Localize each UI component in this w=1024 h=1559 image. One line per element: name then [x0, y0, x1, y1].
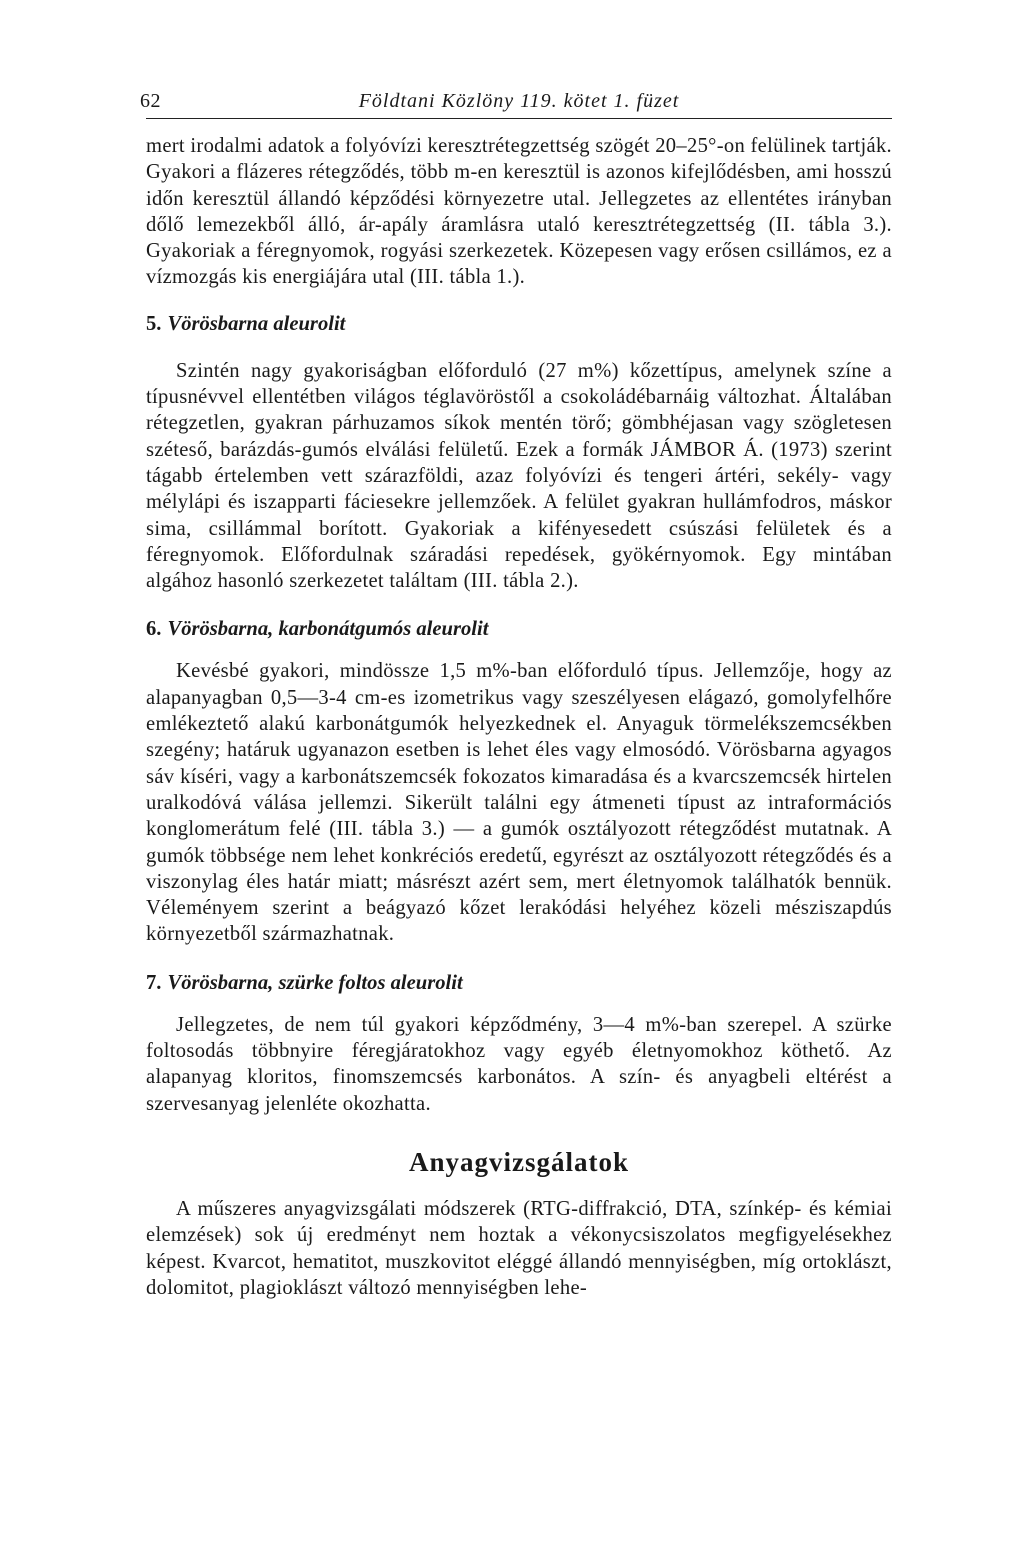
section-number: 5.: [146, 312, 162, 335]
section-heading-5: [146, 311, 892, 337]
chapter-paragraph: A műszeres anyagvizsgálati módszerek (RTG-diffrakció, DTA, színkép- és kémiai elemzések) sok új eredményt nem hoztak a vékonycsiszolatos megfigyelésekhez képest. Kvarcot, hematitot, muszkovitot eléggé állandó mennyiségben, míg ortoklászt, dolomitot, plagioklászt változó mennyiségben lehe-: [146, 1197, 892, 1299]
section-6-paragraph: Kevésbé gyakori, mindössze 1,5 m%-ban előforduló típus. Jellemzője, hogy az alapanyagban 0,5—3-4 cm-es izometrikus vagy szeszélyesen elágazó, gomolyfelhőre emlékeztető alakú karbonátgumók helyezkednek el. Anyaguk törmelékszemcsékben szegény; határuk ugyanazon esetben is lehet éles vagy elmosódó. Vörösbarna agyagos sáv kíséri, vagy a karbonátszemcsék fokozatos kimaradása és a kvarcszemcsék hirtelen uralkodóvá válása jellemzi. Sikerült találni egy átmeneti típust az intraformációs konglomerátum felé (III. tábla 3.) — a gumók osztályozott rétegződést mutatnak. A gumók többsége nem lehet konkréciós eredetű, egyrészt az osztályozott rétegződés és a viszonylag éles határ miatt; másrészt azért sem, mert életnyomok találhatók bennük. Véleményem szerint a beágyazó kőzet lerakódási helyéhez közeli mésziszapdús környezetből származhatnak.: [146, 660, 892, 946]
page-header: [140, 82, 892, 119]
section-title: Vörösbarna aleurolit: [167, 312, 346, 335]
section-heading-6: [146, 616, 892, 642]
section-heading-7: [146, 970, 892, 996]
section-title: Vörösbarna, szürke foltos aleurolit: [167, 971, 463, 994]
section-7-paragraph: Jellegzetes, de nem túl gyakori képződmény, 3—4 m%-ban szerepel. A szürke foltosodás többnyire féregjáratokhoz vagy egyéb életnyomokhoz köthető. Az alapanyag kloritos, finomszemcsés karbonátos. A szín- és anyagbeli eltérést a szervesanyag jelenléte okozhatta.: [146, 1013, 892, 1115]
section-number: 7.: [146, 971, 162, 994]
section-number: 6.: [146, 618, 162, 641]
page-number: 62: [140, 90, 161, 112]
running-head: Földtani Közlöny 119. kötet 1. füzet: [358, 90, 680, 112]
page: [140, 82, 893, 1301]
chapter-title: Anyagvizsgálatok: [408, 1146, 630, 1177]
section-title: Vörösbarna, karbonátgumós aleurolit: [167, 618, 489, 641]
section-5-paragraph: Szintén nagy gyakoriságban előforduló (27 m%) kőzettípus, amelynek színe a típusnévvel ellentétben világos téglavöröstől a csokoládébarnáig változhat. Általában rétegzetlen, gyakran párhuzamos síkok mentén törő; gömbhéjasan vagy szögletesen széteső, barázdás-gumós elválási felületű. Ezek a formák JÁMBOR Á. (1973) szerint tágabb értelemben vett szárazföldi, azaz folyóvízi és tengeri ártéri, sekély- vagy mélylápi és iszapparti fáciesekre jellemzőek. A felület gyakran hullámfodros, máskor sima, csillámmal borított. Gyakoriak a kifényesedett csúszási felületek és a féregnyomok. Előfordulnak száradási repedések, gyökérnyomok. Egy mintában algához hasonló szerkezetet találtam (III. tábla 2.).: [146, 359, 892, 593]
paragraph-continuation: mert irodalmi adatok a folyóvízi keresztrétegzettség szögét 20–25°-on felülinek tartják. Gyakori a flázeres rétegződés, több m-en keresztül is azonos kifejlődésben, ami hosszú időn keresztül állandó képződési környezetre utal. Jellegzetes az ellentétes irányban dőlő lemezekből álló, ár-apály áramlásra utaló keresztrétegzettség (II. tábla 3.). Gyakoriak a féregnyomok, rogyási szerkezetek. Közepesen vagy erősen csillámos, ez a vízmozgás kis energiájára utal (III. tábla 1.).: [146, 135, 893, 289]
